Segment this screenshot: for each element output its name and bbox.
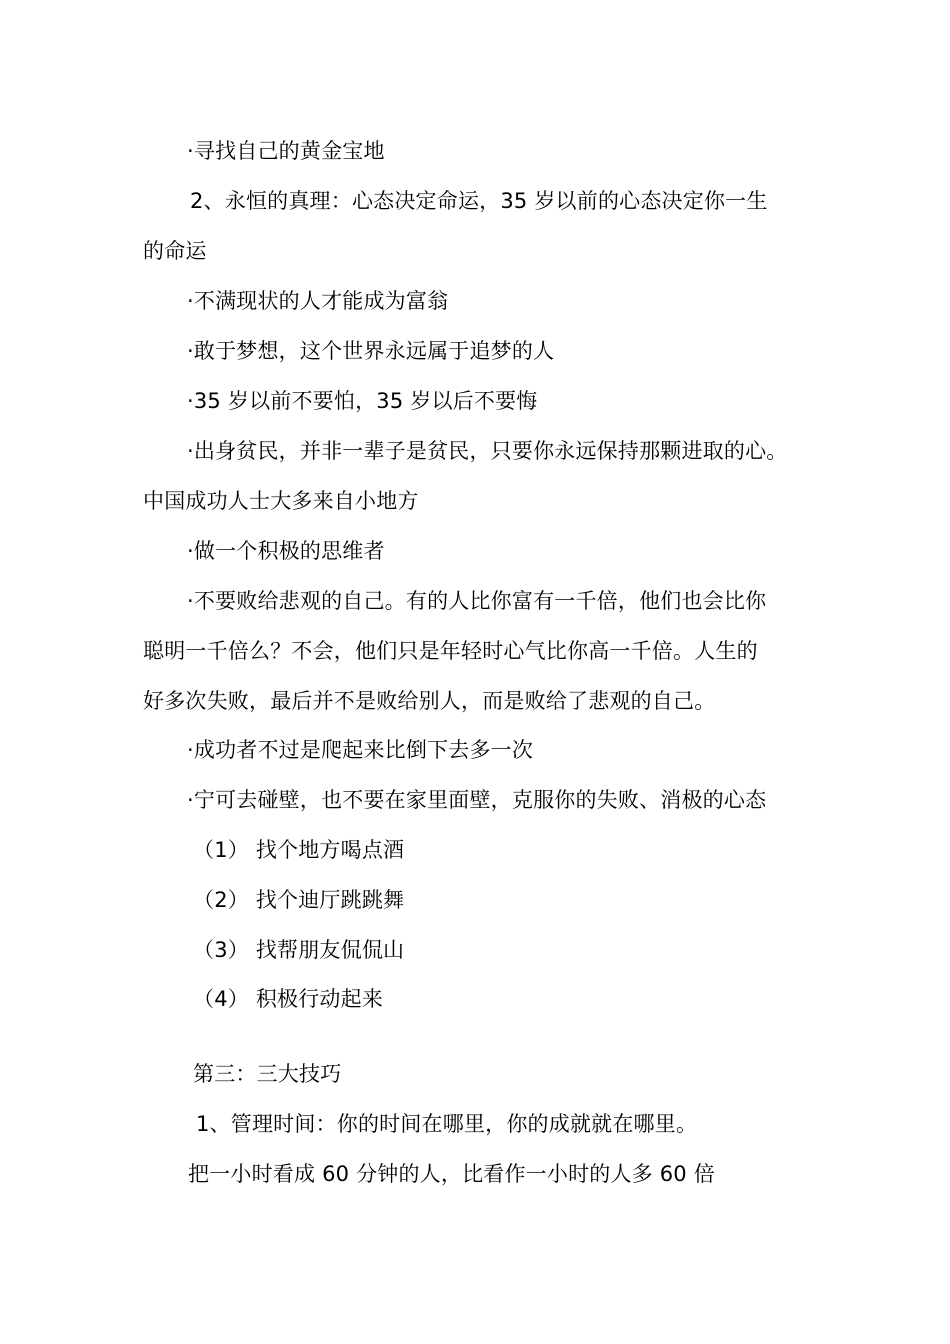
text-line: 好多次失败，最后并不是败给别人，而是败给了悲观的自己。 [143, 689, 716, 713]
text-line: ·出身贫民，并非一辈子是贫民，只要你永远保持那颗进取的心。 [187, 439, 788, 463]
text-line: 把一小时看成 60 分钟的人，比看作一小时的人多 60 倍 [188, 1162, 715, 1186]
text-line: ·不满现状的人才能成为富翁 [187, 289, 449, 313]
text-line: 2、永恒的真理：心态决定命运，35 岁以前的心态决定你一生 [190, 189, 768, 213]
text-line: ·成功者不过是爬起来比倒下去多一次 [187, 738, 534, 762]
text-line: 中国成功人士大多来自小地方 [143, 489, 419, 513]
text-line: ·宁可去碰壁，也不要在家里面壁，克服你的失败、消极的心态 [187, 788, 767, 812]
list-item: （4） 积极行动起来 [193, 987, 384, 1011]
section-heading: 第三：三大技巧 [193, 1062, 342, 1086]
text-line: ·寻找自己的黄金宝地 [187, 139, 385, 163]
text-line: ·35 岁以前不要怕，35 岁以后不要悔 [187, 389, 538, 413]
text-line: ·敢于梦想，这个世界永远属于追梦的人 [187, 339, 555, 363]
list-item: （1） 找个地方喝点酒 [193, 838, 405, 862]
text-line: 聪明一千倍么？不会，他们只是年轻时心气比你高一千倍。人生的 [143, 639, 758, 663]
text-line: ·不要败给悲观的自己。有的人比你富有一千倍，他们也会比你 [187, 589, 767, 613]
text-line: ·做一个积极的思维者 [187, 539, 385, 563]
text-line: 的命运 [143, 239, 207, 263]
list-item: （2） 找个迪厅跳跳舞 [193, 888, 405, 912]
text-line: 1、管理时间：你的时间在哪里，你的成就就在哪里。 [196, 1112, 698, 1136]
list-item: （3） 找帮朋友侃侃山 [193, 938, 405, 962]
